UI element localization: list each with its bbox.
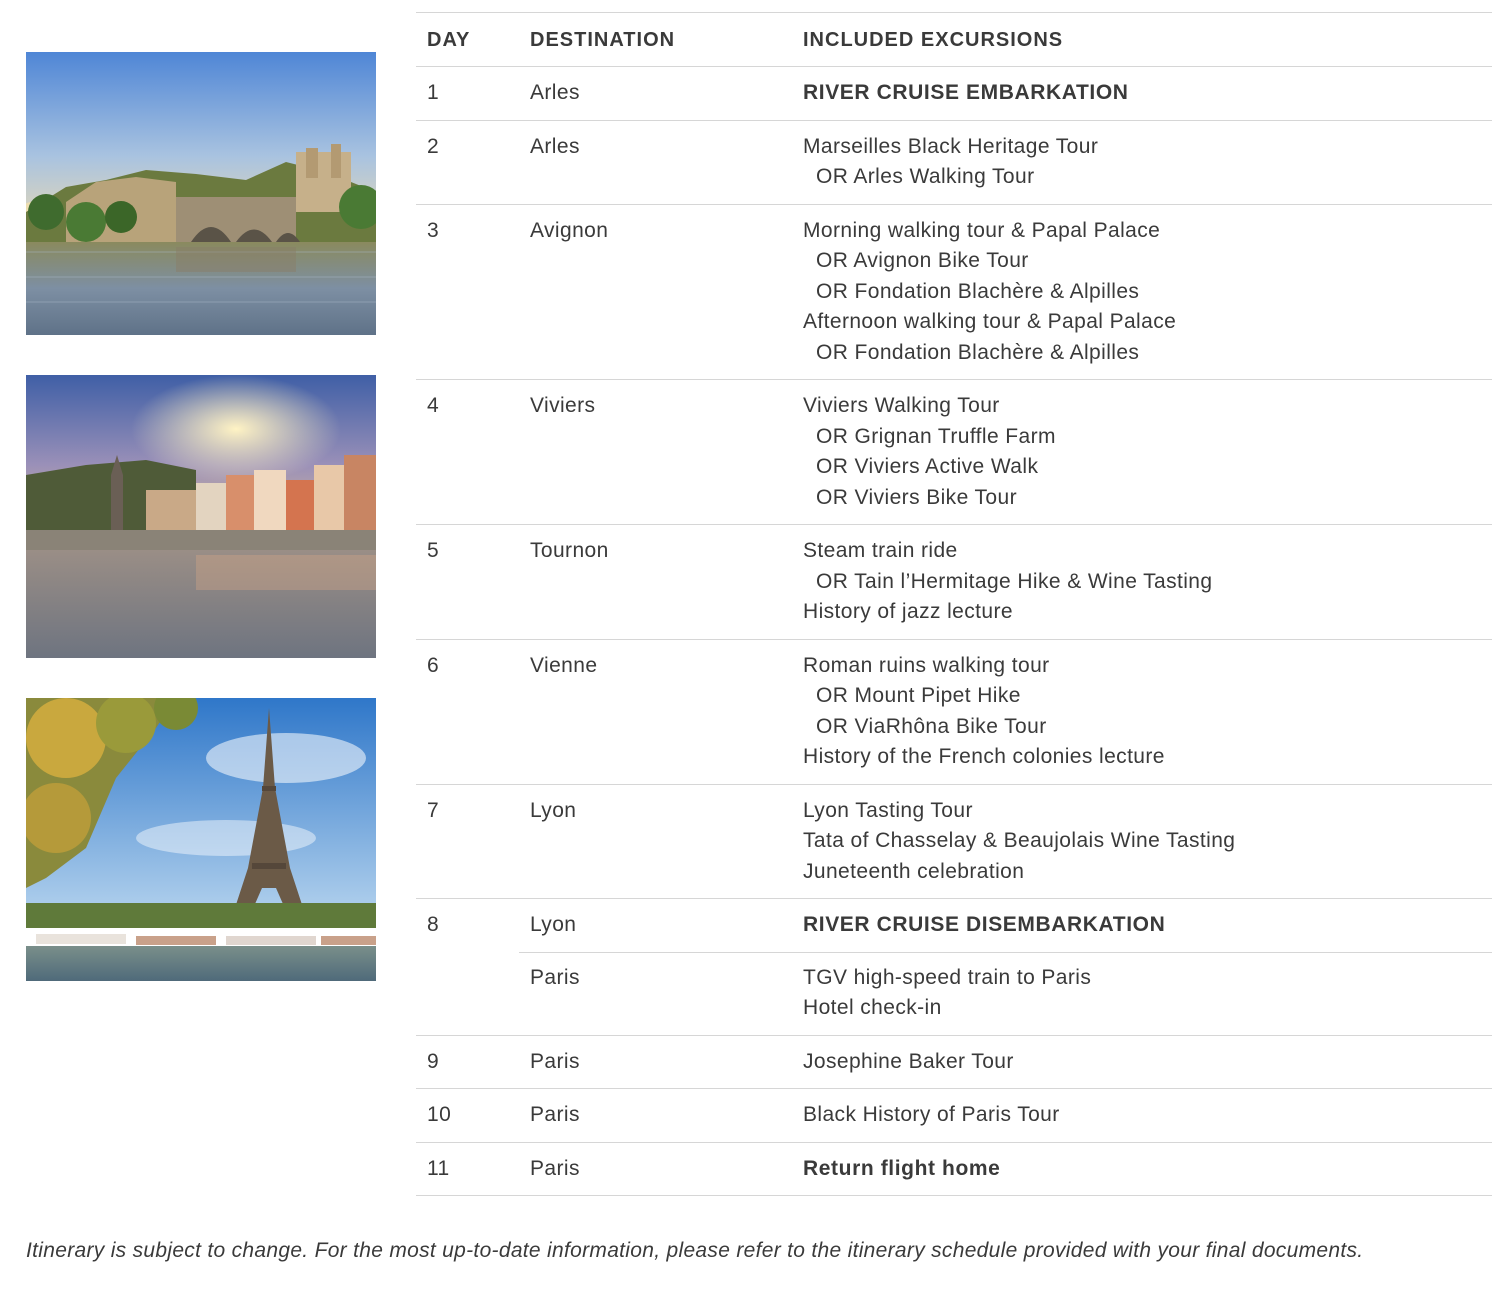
excursion-item: Roman ruins walking tour bbox=[803, 653, 1050, 677]
excursion-item: Juneteenth celebration bbox=[803, 859, 1025, 883]
destination-cell: Paris bbox=[530, 1049, 580, 1073]
excursions-cell bbox=[803, 216, 1176, 369]
table-row bbox=[416, 379, 1492, 524]
day-cell: 2 bbox=[427, 134, 440, 158]
avignon-bridge-photo bbox=[26, 52, 376, 335]
excursions-cell bbox=[803, 963, 1091, 1024]
excursion-item: Afternoon walking tour & Papal Palace bbox=[803, 310, 1177, 333]
excursions-cell bbox=[803, 78, 1129, 109]
excursion-alternative: OR ViaRhôna Bike Tour bbox=[816, 714, 1047, 738]
table-body bbox=[416, 66, 1492, 1195]
destination-cell: Arles bbox=[530, 134, 580, 158]
day-cell: 8 bbox=[427, 913, 440, 936]
excursions-cell bbox=[803, 910, 1165, 941]
excursion-item: Steam train ride bbox=[803, 539, 958, 562]
excursion-item: Morning walking tour & Papal Palace bbox=[803, 218, 1161, 242]
excursion-alternative: OR Tain l’Hermitage Hike & Wine Tasting bbox=[816, 569, 1213, 593]
header-day: DAY bbox=[427, 29, 471, 51]
table-header bbox=[416, 12, 1492, 66]
excursions-cell bbox=[803, 1100, 1060, 1131]
table-row bbox=[416, 66, 1492, 120]
table-bottom-border bbox=[416, 1195, 1492, 1196]
destination-cell: Paris bbox=[530, 1103, 580, 1126]
table-row bbox=[416, 952, 1492, 1035]
table-row bbox=[416, 1088, 1492, 1142]
excursions-cell bbox=[803, 796, 1235, 888]
destination-cell: Avignon bbox=[530, 218, 609, 242]
excursions-cell bbox=[803, 132, 1098, 193]
day-cell: 9 bbox=[427, 1049, 440, 1073]
destination-cell: Arles bbox=[530, 81, 580, 104]
day-cell: 1 bbox=[427, 81, 440, 104]
excursion-alternative: OR Fondation Blachère & Alpilles bbox=[816, 279, 1140, 303]
table-row bbox=[416, 784, 1492, 899]
table-row bbox=[416, 524, 1492, 639]
table-row bbox=[416, 1035, 1492, 1089]
destination-cell: Lyon bbox=[530, 798, 577, 822]
excursions-cell bbox=[803, 1047, 1014, 1078]
excursion-highlight: Return flight home bbox=[803, 1156, 1001, 1180]
excursions-cell bbox=[803, 651, 1165, 773]
day-cell: 6 bbox=[427, 653, 440, 677]
excursion-item: Viviers Walking Tour bbox=[803, 394, 1000, 417]
day-cell: 10 bbox=[427, 1103, 452, 1126]
excursion-alternative: OR Viviers Bike Tour bbox=[816, 485, 1017, 509]
excursion-alternative: OR Viviers Active Walk bbox=[816, 455, 1039, 478]
excursion-highlight: RIVER CRUISE DISEMBARKATION bbox=[803, 913, 1166, 936]
excursion-alternative: OR Arles Walking Tour bbox=[816, 165, 1035, 188]
sub-row-divider bbox=[519, 952, 1492, 953]
table-row bbox=[416, 898, 1492, 952]
excursions-cell bbox=[803, 391, 1056, 513]
day-cell: 5 bbox=[427, 539, 440, 562]
excursion-item: Marseilles Black Heritage Tour bbox=[803, 134, 1099, 158]
excursion-item: TGV high-speed train to Paris bbox=[803, 965, 1092, 989]
destination-cell: Paris bbox=[530, 965, 580, 989]
destination-cell: Tournon bbox=[530, 539, 609, 562]
excursion-alternative: OR Fondation Blachère & Alpilles bbox=[816, 340, 1140, 364]
excursion-item: Hotel check-in bbox=[803, 996, 942, 1019]
destination-cell: Paris bbox=[530, 1156, 580, 1180]
excursion-item: History of jazz lecture bbox=[803, 600, 1013, 623]
table-row bbox=[416, 1142, 1492, 1196]
itinerary-disclaimer: Itinerary is subject to change. For the most up-to-date information, please refer to the itinerary schedule provided with your final documents. bbox=[26, 1239, 1364, 1262]
lyon-riverside-photo bbox=[26, 375, 376, 658]
destination-cell: Lyon bbox=[530, 913, 577, 936]
excursion-alternative: OR Mount Pipet Hike bbox=[816, 684, 1021, 707]
excursion-alternative: OR Avignon Bike Tour bbox=[816, 249, 1029, 272]
excursions-cell bbox=[803, 536, 1212, 628]
itinerary-table bbox=[416, 12, 1492, 1196]
destination-cell: Vienne bbox=[530, 653, 598, 677]
header-included-excursions: INCLUDED EXCURSIONS bbox=[803, 29, 1064, 51]
day-cell: 11 bbox=[427, 1156, 450, 1180]
destination-cell: Viviers bbox=[530, 394, 596, 417]
excursion-item: Black History of Paris Tour bbox=[803, 1103, 1060, 1126]
excursion-item: Lyon Tasting Tour bbox=[803, 798, 973, 822]
table-row bbox=[416, 639, 1492, 784]
eiffel-tower-photo bbox=[26, 698, 376, 981]
header-destination: DESTINATION bbox=[530, 29, 676, 51]
excursion-item: Tata of Chasselay & Beaujolais Wine Tasting bbox=[803, 829, 1236, 852]
excursion-item: Josephine Baker Tour bbox=[803, 1049, 1014, 1073]
excursions-cell bbox=[803, 1154, 1000, 1185]
excursion-alternative: OR Grignan Truffle Farm bbox=[816, 424, 1056, 448]
table-row bbox=[416, 204, 1492, 380]
day-cell: 3 bbox=[427, 218, 440, 242]
excursion-highlight: RIVER CRUISE EMBARKATION bbox=[803, 81, 1129, 104]
table-row bbox=[416, 120, 1492, 204]
day-cell: 4 bbox=[427, 394, 440, 417]
day-cell: 7 bbox=[427, 798, 440, 822]
excursion-item: History of the French colonies lecture bbox=[803, 745, 1165, 768]
